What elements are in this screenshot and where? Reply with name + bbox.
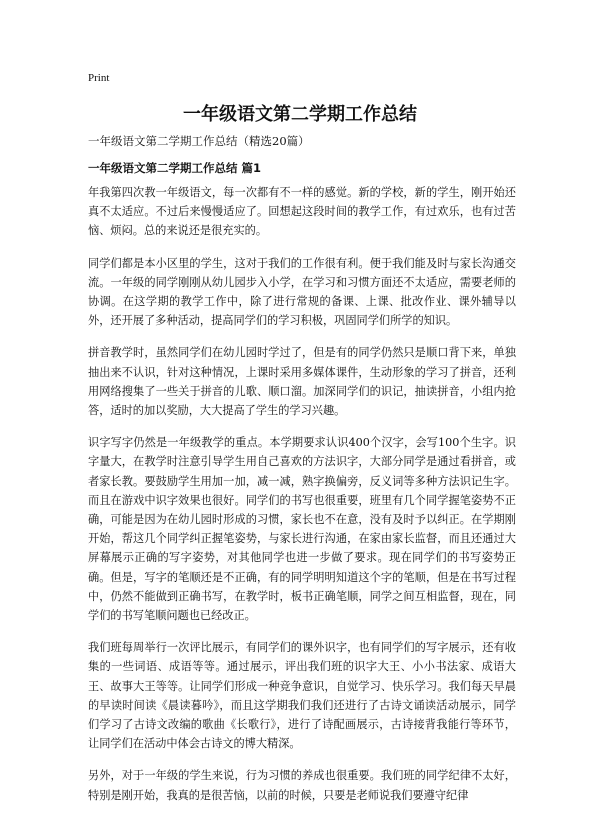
paragraph: 拼音教学时，虽然同学们在幼儿园时学过了，但是有的同学仍然只是顺口背下来，单独抽出来不认识，针对这种情况，上课时采用多媒体课件，生动形象的学习了拼音，还利用网络搜集了一些关于拼音的儿歌、顺口溜。加深同学们的识记，抽读拼音，小组内抢答，适时的加以奖励，大大提高了学生的学习兴趣。 xyxy=(88,346,516,418)
paragraph: 另外，对于一年级的学生来说，行为习惯的养成也很重要。我们班的同学纪律不太好，特别是刚开始，我真的是很苦恼，以前的时候，只要是老师说我们要遵守纪律 xyxy=(88,769,516,802)
document-body xyxy=(88,183,516,818)
print-label: Print xyxy=(88,72,110,84)
paragraph: 同学们都是本小区里的学生，这对于我们的工作很有利。便于我们能及时与家长沟通交流。一年级的同学刚刚从幼儿园步入小学，在学习和习惯方面还不太适应，需要老师的协调。在这学期的教学工作中，除了进行常规的备课、上课、批改作业、课外辅导以外，还开展了多种活动，提高同学们的学习积极，巩固同学们所学的知识。 xyxy=(88,256,516,328)
paragraph: 识字写字仍然是一年级教学的重点。本学期要求认识400个汉字，会写100个生字。识字量大，在教学时注意引导学生用自己喜欢的方法识字，大部分同学是通过看拼音，或者家长教。要鼓励学生用加一加，减一减，熟字换偏旁，反义词等多种方法识记生字。而且在游戏中识字效果也很好。同学们的书写也很重要，班里有几个同学握笔姿势不正确，可能是因为在幼儿园时形成的习惯，家长也不在意，没有及时予以纠正。在学期刚开始，帮这几个同学纠正握笔姿势，与家长进行沟通，在家由家长监督，而且还通过大屏幕展示正确的写字姿势，对其他同学也进一步做了要求。现在同学们的书写姿势正确。但是，写字的笔顺还是不正确，有的同学明明知道这个字的笔顺，但是在书写过程中，仍然不能做到正确书写，在教学时，板书正确笔顺，同学之间互相监督，现在，同学们的书写笔顺问题也已经改正。 xyxy=(88,436,516,623)
paragraph: 年我第四次教一年级语文，每一次都有不一样的感觉。新的学校，新的学生，刚开始还真不太适应。不过后来慢慢适应了。回想起这段时间的教学工作，有过欢乐，也有过苦恼、烦闷。总的来说还是很充实的。 xyxy=(88,186,516,238)
document-subtitle: 一年级语文第二学期工作总结（精选20篇） xyxy=(88,134,310,148)
section-title: 一年级语文第二学期工作总结 篇1 xyxy=(88,161,262,175)
document-title: 一年级语文第二学期工作总结 xyxy=(183,104,417,125)
paragraph: 我们班每周举行一次评比展示，有同学们的课外识字，也有同学们的写字展示，还有收集的一些词语、成语等等。通过展示，评出我们班的识字大王、小小书法家、成语大王、故事大王等等。让同学们形成一种竞争意识，自觉学习、快乐学习。我们每天早晨的早读时间读《晨读暮吟》，而且这学期我们我们还进行了古诗文诵读活动展示，同学们学习了古诗文改编的歌曲《长歌行》，进行了诗配画展示，古诗接背我能行等环节，让同学们在活动中体会古诗文的博大精深。 xyxy=(88,641,516,751)
